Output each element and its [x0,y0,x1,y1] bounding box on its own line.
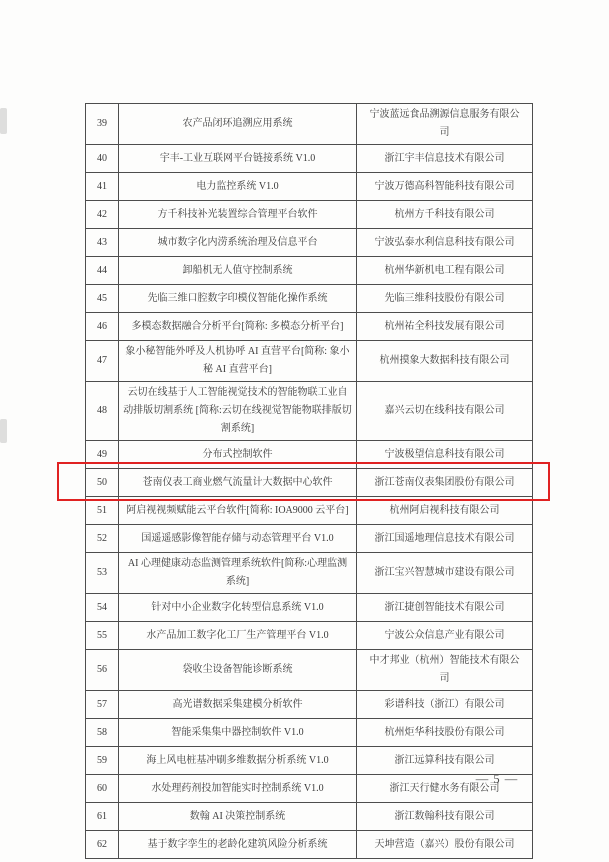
table-row [86,173,533,201]
table-row [86,803,533,831]
row-number: 51 [86,497,119,525]
row-number: 44 [86,257,119,285]
company-name: 浙江天行健水务有限公司 [357,775,533,803]
row-number: 40 [86,145,119,173]
company-name: 宁波万德高科智能科技有限公司 [357,173,533,201]
company-name: 先临三维科技股份有限公司 [357,285,533,313]
company-name: 杭州华新机电工程有限公司 [357,257,533,285]
software-name: 农产品闭环追溯应用系统 [119,104,357,145]
table-row [86,104,533,145]
software-name: 多模态数据融合分析平台[简称: 多模态分析平台] [119,313,357,341]
company-name: 浙江远算科技有限公司 [357,747,533,775]
row-number: 41 [86,173,119,201]
table-row [86,622,533,650]
row-number: 42 [86,201,119,229]
table-row [86,747,533,775]
company-name: 宁波极望信息科技有限公司 [357,441,533,469]
table-row [86,469,533,497]
row-number: 47 [86,341,119,382]
software-name: 高光谱数据采集建模分析软件 [119,691,357,719]
software-name: 袋收尘设备智能诊断系统 [119,650,357,691]
software-name: 国遥遥感影像智能存储与动态管理平台 V1.0 [119,525,357,553]
table-row [86,341,533,382]
table-row [86,313,533,341]
row-number: 45 [86,285,119,313]
table-row [86,145,533,173]
company-name: 杭州方千科技有限公司 [357,201,533,229]
software-name: 数翰 AI 决策控制系统 [119,803,357,831]
row-number: 54 [86,594,119,622]
company-name: 浙江捷创智能技术有限公司 [357,594,533,622]
software-name: 城市数字化内涝系统治理及信息平台 [119,229,357,257]
software-name: 卸船机无人值守控制系统 [119,257,357,285]
row-number: 52 [86,525,119,553]
table-row [86,594,533,622]
table-body [86,104,533,859]
company-name: 浙江数翰科技有限公司 [357,803,533,831]
software-name: AI 心理健康动态监测管理系统软件[简称:心理监测系统] [119,553,357,594]
company-name: 杭州祐全科技发展有限公司 [357,313,533,341]
row-number: 53 [86,553,119,594]
row-number: 48 [86,382,119,441]
software-name: 先临三维口腔数字印模仪智能化操作系统 [119,285,357,313]
row-number: 56 [86,650,119,691]
company-name: 嘉兴云切在线科技有限公司 [357,382,533,441]
software-name: 水处理药剂投加智能实时控制系统 V1.0 [119,775,357,803]
row-number: 39 [86,104,119,145]
company-name: 浙江宝兴智慧城市建设有限公司 [357,553,533,594]
software-name: 阿启视视频赋能云平台软件[简称: IOA9000 云平台] [119,497,357,525]
row-number: 43 [86,229,119,257]
table-row [86,285,533,313]
row-number: 61 [86,803,119,831]
table-row [86,719,533,747]
company-name: 杭州摸象大数据科技有限公司 [357,341,533,382]
table-row [86,497,533,525]
table-row [86,441,533,469]
company-name: 彩谱科技（浙江）有限公司 [357,691,533,719]
row-number: 55 [86,622,119,650]
row-number: 62 [86,831,119,859]
row-number: 46 [86,313,119,341]
table-row [86,382,533,441]
software-name: 针对中小企业数字化转型信息系统 V1.0 [119,594,357,622]
page-number: — 5 — [475,772,519,786]
software-name: 云切在线基于人工智能视觉技术的智能物联工业自动排版切割系统 [简称:云切在线视觉智能物联排版切割系统] [119,382,357,441]
software-name: 分布式控制软件 [119,441,357,469]
software-name: 苍南仪表工商业燃气流量计大数据中心软件 [119,469,357,497]
row-number: 49 [86,441,119,469]
software-name: 基于数字孪生的老龄化建筑风险分析系统 [119,831,357,859]
company-name: 浙江宇丰信息技术有限公司 [357,145,533,173]
software-name: 电力监控系统 V1.0 [119,173,357,201]
company-name: 中才邦业（杭州）智能技术有限公司 [357,650,533,691]
table-row [86,650,533,691]
software-name: 宇丰-工业互联网平台链接系统 V1.0 [119,145,357,173]
table-row [86,201,533,229]
software-name: 海上风电桩基冲刷多维数据分析系统 V1.0 [119,747,357,775]
company-name: 浙江国遥地理信息技术有限公司 [357,525,533,553]
table-row [86,691,533,719]
software-name: 象小秘智能外呼及人机协呼 AI 直营平台[简称: 象小秘 AI 直营平台] [119,341,357,382]
row-number: 57 [86,691,119,719]
row-number: 50 [86,469,119,497]
row-number: 60 [86,775,119,803]
company-name: 宁波蓝远食品溯源信息服务有限公司 [357,104,533,145]
company-name: 宁波弘泰水利信息科技有限公司 [357,229,533,257]
software-list-table [85,103,533,859]
scan-artifact [0,419,7,443]
row-number: 58 [86,719,119,747]
company-name: 宁波公众信息产业有限公司 [357,622,533,650]
company-name: 天坤营造（嘉兴）股份有限公司 [357,831,533,859]
scan-artifact [0,108,7,134]
software-name: 智能采集集中器控制软件 V1.0 [119,719,357,747]
software-name: 水产品加工数字化工厂生产管理平台 V1.0 [119,622,357,650]
table-row [86,553,533,594]
table-row [86,525,533,553]
row-number: 59 [86,747,119,775]
table-row [86,257,533,285]
company-name: 杭州阿启视科技有限公司 [357,497,533,525]
company-name: 杭州炬华科技股份有限公司 [357,719,533,747]
table-row [86,229,533,257]
table-row [86,831,533,859]
software-name: 方千科技补光装置综合管理平台软件 [119,201,357,229]
company-name: 浙江苍南仪表集团股份有限公司 [357,469,533,497]
